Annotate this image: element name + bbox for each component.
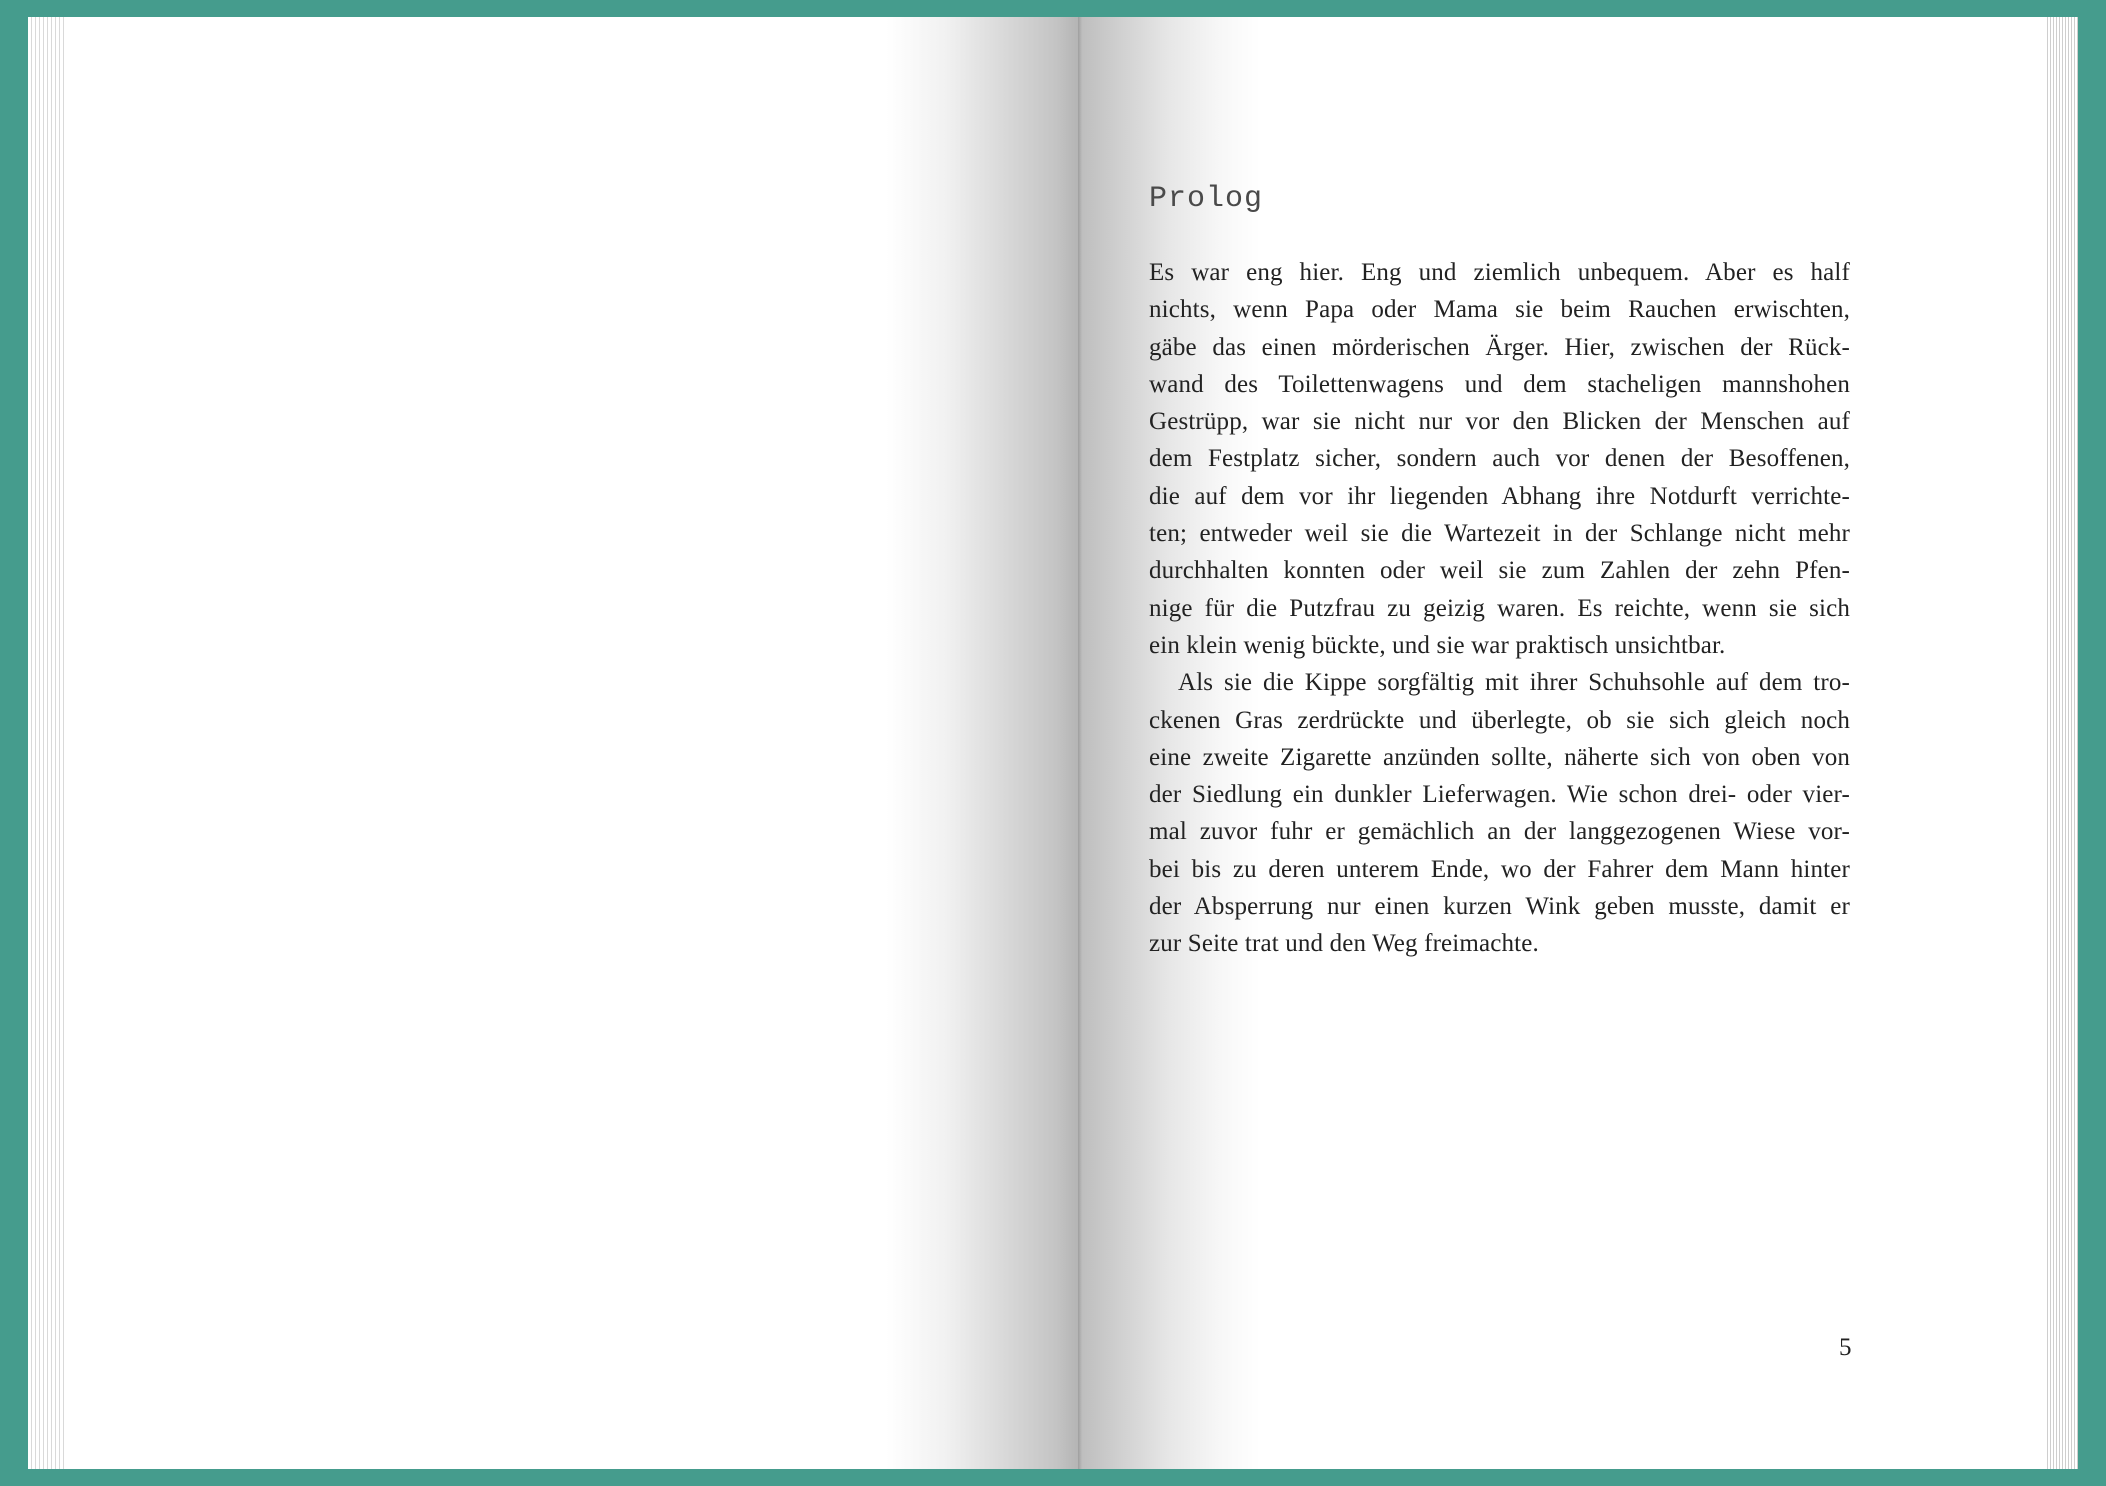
chapter-body — [1149, 254, 1850, 963]
text-line: dem Festplatz sicher, sondern auch vor denen der Besoffenen, — [1149, 445, 1850, 473]
text-line: bei bis zu deren unterem Ende, wo der Fahrer dem Mann hinter — [1149, 855, 1850, 883]
paragraph-1 — [1149, 254, 1850, 664]
chapter-title: Prolog — [1149, 182, 1264, 216]
text-line: der Siedlung ein dunkler Lieferwagen. Wie schon drei- oder vier- — [1149, 781, 1850, 809]
text-line: Gestrüpp, war sie nicht nur vor den Blicken der Menschen auf — [1149, 408, 1850, 436]
text-line: Es war eng hier. Eng und ziemlich unbequem. Aber es half — [1149, 259, 1850, 286]
paragraph-2 — [1149, 664, 1850, 962]
text-line: gäbe das einen mörderischen Ärger. Hier, zwischen der Rück- — [1149, 333, 1850, 361]
text-line: ten; entweder weil sie die Wartezeit in der Schlange nicht mehr — [1149, 520, 1850, 548]
right-page-edges — [2044, 17, 2078, 1469]
text-line: ein klein wenig bückte, und sie war praktisch unsichtbar. — [1149, 631, 1726, 659]
text-line: Als sie die Kippe sorgfältig mit ihrer Schuhsohle auf dem tro- — [1178, 669, 1850, 697]
text-line: ckenen Gras zerdrückte und überlegte, ob sie sich gleich noch — [1149, 706, 1850, 734]
left-page-edges — [28, 17, 68, 1469]
text-line: nichts, wenn Papa oder Mama sie beim Rauchen erwischten, — [1149, 296, 1850, 324]
text-line: wand des Toilettenwagens und dem stacheligen mannshohen — [1149, 370, 1850, 398]
text-line: der Absperrung nur einen kurzen Wink geben musste, damit er — [1149, 893, 1850, 921]
page-number: 5 — [1839, 1334, 1852, 1361]
text-line: nige für die Putzfrau zu geizig waren. Es reichte, wenn sie sich — [1149, 594, 1850, 622]
text-line: durchhalten konnten oder weil sie zum Zahlen der zehn Pfen- — [1149, 557, 1850, 585]
text-line: eine zweite Zigarette anzünden sollte, näherte sich von oben von — [1149, 743, 1850, 771]
text-line: zur Seite trat und den Weg freimachte. — [1149, 930, 1539, 958]
text-line: mal zuvor fuhr er gemächlich an der langgezogenen Wiese vor- — [1149, 818, 1850, 846]
left-page — [66, 17, 1080, 1469]
book-spine — [1078, 17, 1082, 1469]
text-line: die auf dem vor ihr liegenden Abhang ihre Notdurft verrichte- — [1149, 482, 1850, 510]
